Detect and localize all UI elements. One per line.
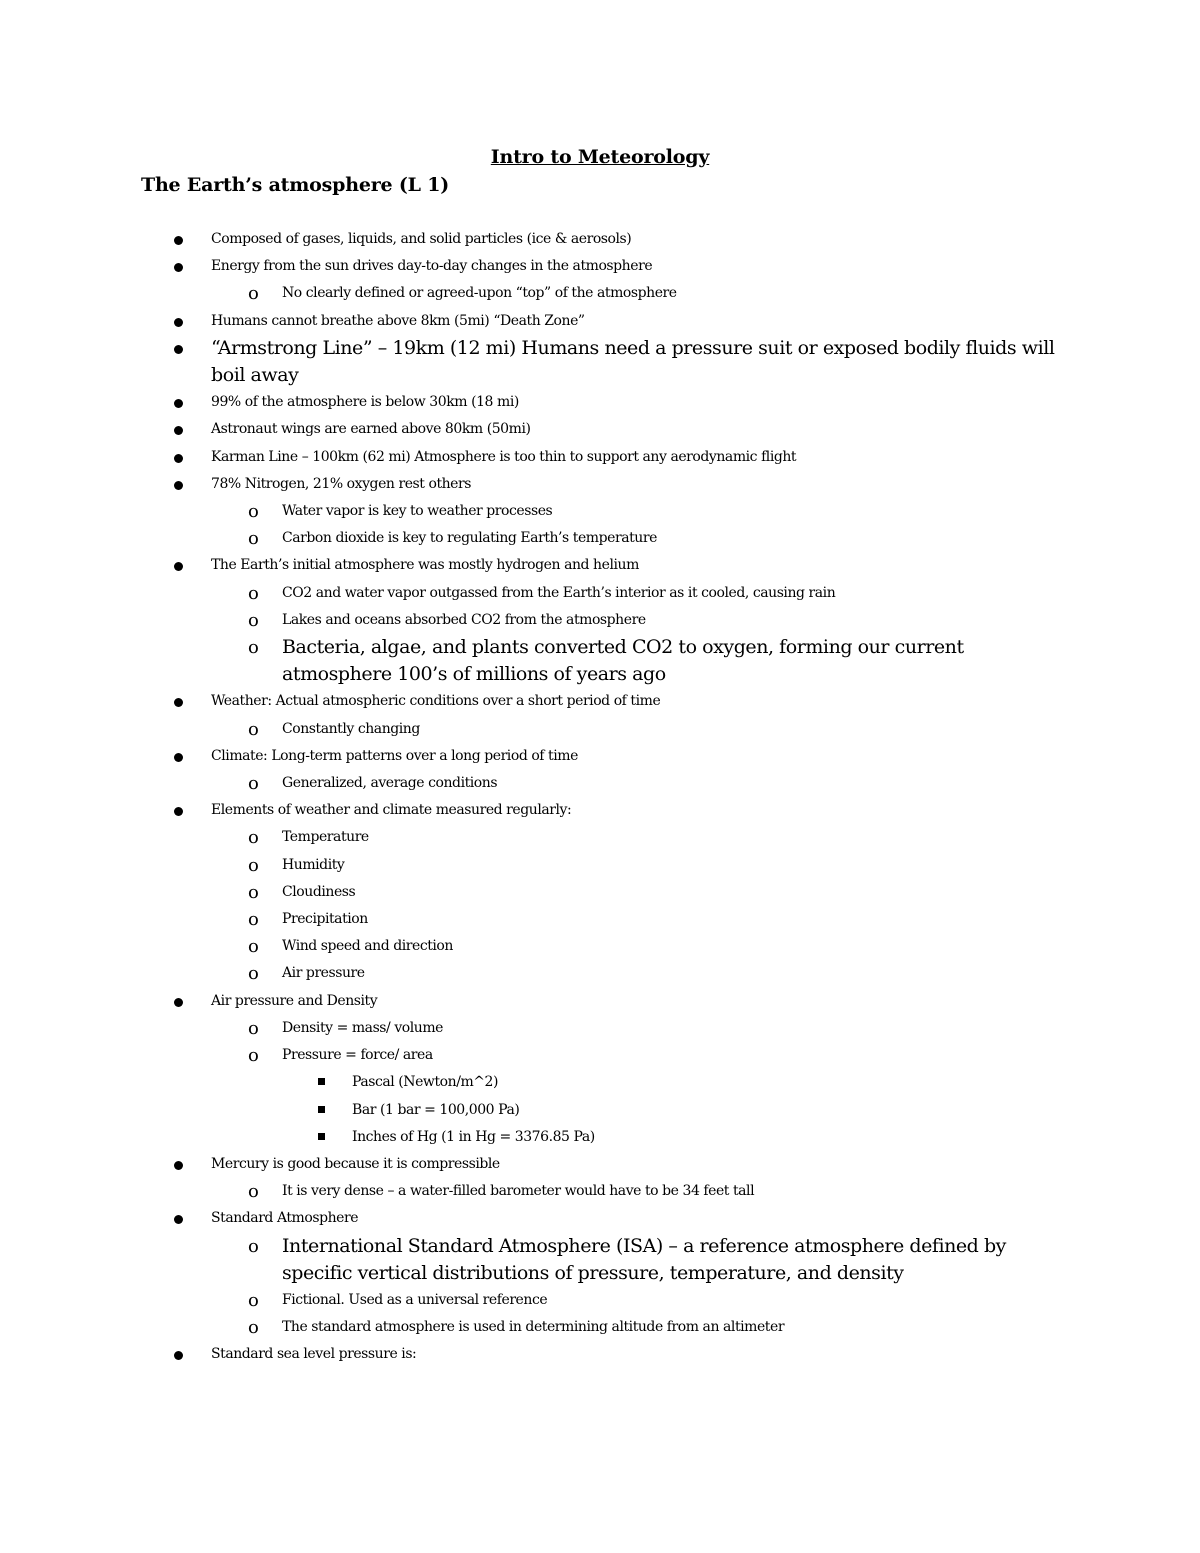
bullet-circle-icon: o	[248, 909, 259, 931]
list-item-text: Pascal (Newton/m^2)	[352, 1074, 499, 1091]
list-item	[0, 1205, 1200, 1232]
list-item	[0, 1178, 1200, 1205]
list-item-text: 78% Nitrogen, 21% oxygen rest others	[211, 475, 471, 492]
list-item-text: Mercury is good because it is compressible	[211, 1155, 500, 1172]
bullet-disc-icon	[174, 399, 183, 408]
list-item-text: Density = mass/ volume	[282, 1019, 444, 1036]
list-item-text: Lakes and oceans absorbed CO2 from the atmosphere	[282, 611, 646, 628]
bullet-circle-icon: o	[248, 283, 259, 305]
bullet-disc-icon	[174, 481, 183, 490]
list-item	[0, 716, 1200, 743]
bullet-disc-icon	[174, 698, 183, 707]
list-item	[0, 824, 1200, 851]
list-item-text: Energy from the sun drives day-to-day changes in the atmosphere	[211, 258, 653, 275]
list-item	[0, 416, 1200, 443]
bullet-disc-icon	[174, 1351, 183, 1360]
list-item-text: Weather: Actual atmospheric conditions over a short period of time	[211, 693, 661, 710]
list-item-text: Pressure = force/ area	[282, 1047, 433, 1064]
list-item	[0, 1314, 1200, 1341]
bullet-square-icon	[318, 1133, 325, 1140]
list-item	[0, 1151, 1200, 1178]
list-item	[0, 1015, 1200, 1042]
list-item	[0, 852, 1200, 879]
list-item-text: The Earth’s initial atmosphere was mostly hydrogen and helium	[211, 557, 639, 574]
list-item	[0, 280, 1200, 307]
bullet-circle-icon: o	[248, 854, 259, 876]
list-item-text: Air pressure and Density	[211, 992, 378, 1009]
list-item	[0, 607, 1200, 634]
list-item	[0, 1287, 1200, 1314]
list-item-text: Astronaut wings are earned above 80km (50mi)	[211, 421, 531, 438]
list-item-text: Humans cannot breathe above 8km (5mi) “Death Zone”	[211, 312, 585, 329]
list-item	[0, 906, 1200, 933]
list-item	[0, 743, 1200, 770]
list-item	[0, 552, 1200, 579]
section-heading: The Earth’s atmosphere (L 1)	[141, 174, 450, 196]
bullet-disc-icon	[174, 426, 183, 435]
list-item	[0, 335, 1200, 389]
list-item-text: Temperature	[282, 829, 369, 846]
list-item-text: Air pressure	[282, 965, 365, 982]
bullet-circle-icon: o	[248, 637, 259, 659]
list-item-text: Inches of Hg (1 in Hg = 3376.85 Pa)	[352, 1128, 595, 1145]
bullet-circle-icon: o	[248, 881, 259, 903]
list-item	[0, 444, 1200, 471]
list-item-text: Fictional. Used as a universal reference	[282, 1291, 548, 1308]
bullet-circle-icon: o	[248, 773, 259, 795]
list-item	[0, 770, 1200, 797]
bullet-circle-icon: o	[248, 582, 259, 604]
bullet-disc-icon	[174, 236, 183, 245]
bullet-circle-icon: o	[248, 936, 259, 958]
list-item-text: Cloudiness	[282, 883, 356, 900]
list-item	[0, 960, 1200, 987]
bullet-square-icon	[318, 1078, 325, 1085]
list-item	[0, 797, 1200, 824]
list-item-text: Carbon dioxide is key to regulating Earth’s temperature	[282, 530, 657, 547]
list-item-text: Composed of gases, liquids, and solid particles (ice & aerosols)	[211, 231, 632, 247]
list-item	[0, 580, 1200, 607]
list-item-text: Climate: Long-term patterns over a long period of time	[211, 747, 578, 764]
list-item-text: CO2 and water vapor outgassed from the Earth’s interior as it cooled, causing rain	[282, 584, 836, 601]
bullet-circle-icon: o	[248, 827, 259, 849]
list-item	[0, 933, 1200, 960]
list-item-text: Humidity	[282, 856, 345, 873]
list-item	[0, 1124, 1200, 1151]
bullet-disc-icon	[174, 1215, 183, 1224]
list-item-text: No clearly defined or agreed-upon “top” of the atmosphere	[282, 285, 677, 302]
bullet-circle-icon: o	[248, 1045, 259, 1067]
bullet-disc-icon	[174, 454, 183, 463]
list-item-text: Standard Atmosphere	[211, 1210, 359, 1227]
list-item-text: 99% of the atmosphere is below 30km (18 mi)	[211, 394, 519, 411]
bullet-circle-icon: o	[248, 1017, 259, 1039]
list-item	[0, 988, 1200, 1015]
list-item	[0, 498, 1200, 525]
bullet-circle-icon: o	[248, 1317, 259, 1339]
bullet-disc-icon	[174, 807, 183, 816]
list-item-text: Wind speed and direction	[282, 938, 453, 955]
bullet-circle-icon: o	[248, 1181, 259, 1203]
list-item-text: Water vapor is key to weather processes	[282, 503, 553, 520]
list-item-text: Generalized, average conditions	[282, 775, 498, 792]
bullet-disc-icon	[174, 318, 183, 327]
list-item-text: Bar (1 bar = 100,000 Pa)	[352, 1101, 520, 1118]
list-item	[0, 1233, 1200, 1287]
bullet-circle-icon: o	[248, 501, 259, 523]
list-item-text: International Standard Atmosphere (ISA) – a reference atmosphere defined by specific vertical distributions of pressure, temperature, and density	[282, 1234, 1006, 1284]
list-item-text: Elements of weather and climate measured regularly:	[211, 802, 572, 819]
list-item-text: Karman Line – 100km (62 mi) Atmosphere is too thin to support any aerodynamic flight	[211, 448, 797, 465]
list-item	[0, 1042, 1200, 1069]
bullet-disc-icon	[174, 562, 183, 571]
list-item-text: Standard sea level pressure is:	[211, 1346, 417, 1363]
list-item	[0, 688, 1200, 715]
bullet-circle-icon: o	[248, 528, 259, 550]
list-item	[0, 226, 1200, 253]
document-title: Intro to Meteorology	[490, 146, 710, 168]
bullet-disc-icon	[174, 1161, 183, 1170]
bullet-disc-icon	[174, 345, 183, 354]
list-item-text: “Armstrong Line” – 19km (12 mi) Humans need a pressure suit or exposed bodily fluids will boil away	[211, 336, 1055, 387]
bullet-disc-icon	[174, 998, 183, 1007]
bullet-circle-icon: o	[248, 718, 259, 740]
notes-list	[0, 226, 1200, 1369]
list-item	[0, 471, 1200, 498]
list-item	[0, 634, 1200, 688]
list-item-text: Bacteria, algae, and plants converted CO2 to oxygen, forming our current atmosphere 100’s of millions of years ago	[282, 636, 964, 686]
bullet-circle-icon: o	[248, 1289, 259, 1311]
list-item	[0, 1097, 1200, 1124]
bullet-circle-icon: o	[248, 1235, 259, 1257]
bullet-square-icon	[318, 1106, 325, 1113]
list-item-text: Constantly changing	[282, 720, 420, 737]
list-item	[0, 253, 1200, 280]
bullet-circle-icon: o	[248, 963, 259, 985]
list-item	[0, 525, 1200, 552]
list-item	[0, 308, 1200, 335]
bullet-circle-icon: o	[248, 609, 259, 631]
bullet-disc-icon	[174, 753, 183, 762]
list-item	[0, 389, 1200, 416]
list-item-text: The standard atmosphere is used in determining altitude from an altimeter	[282, 1319, 785, 1336]
list-item-text: It is very dense – a water-filled barometer would have to be 34 feet tall	[282, 1183, 755, 1200]
list-item	[0, 879, 1200, 906]
list-item	[0, 1069, 1200, 1096]
list-item-text: Precipitation	[282, 911, 368, 928]
bullet-disc-icon	[174, 263, 183, 272]
list-item	[0, 1341, 1200, 1368]
